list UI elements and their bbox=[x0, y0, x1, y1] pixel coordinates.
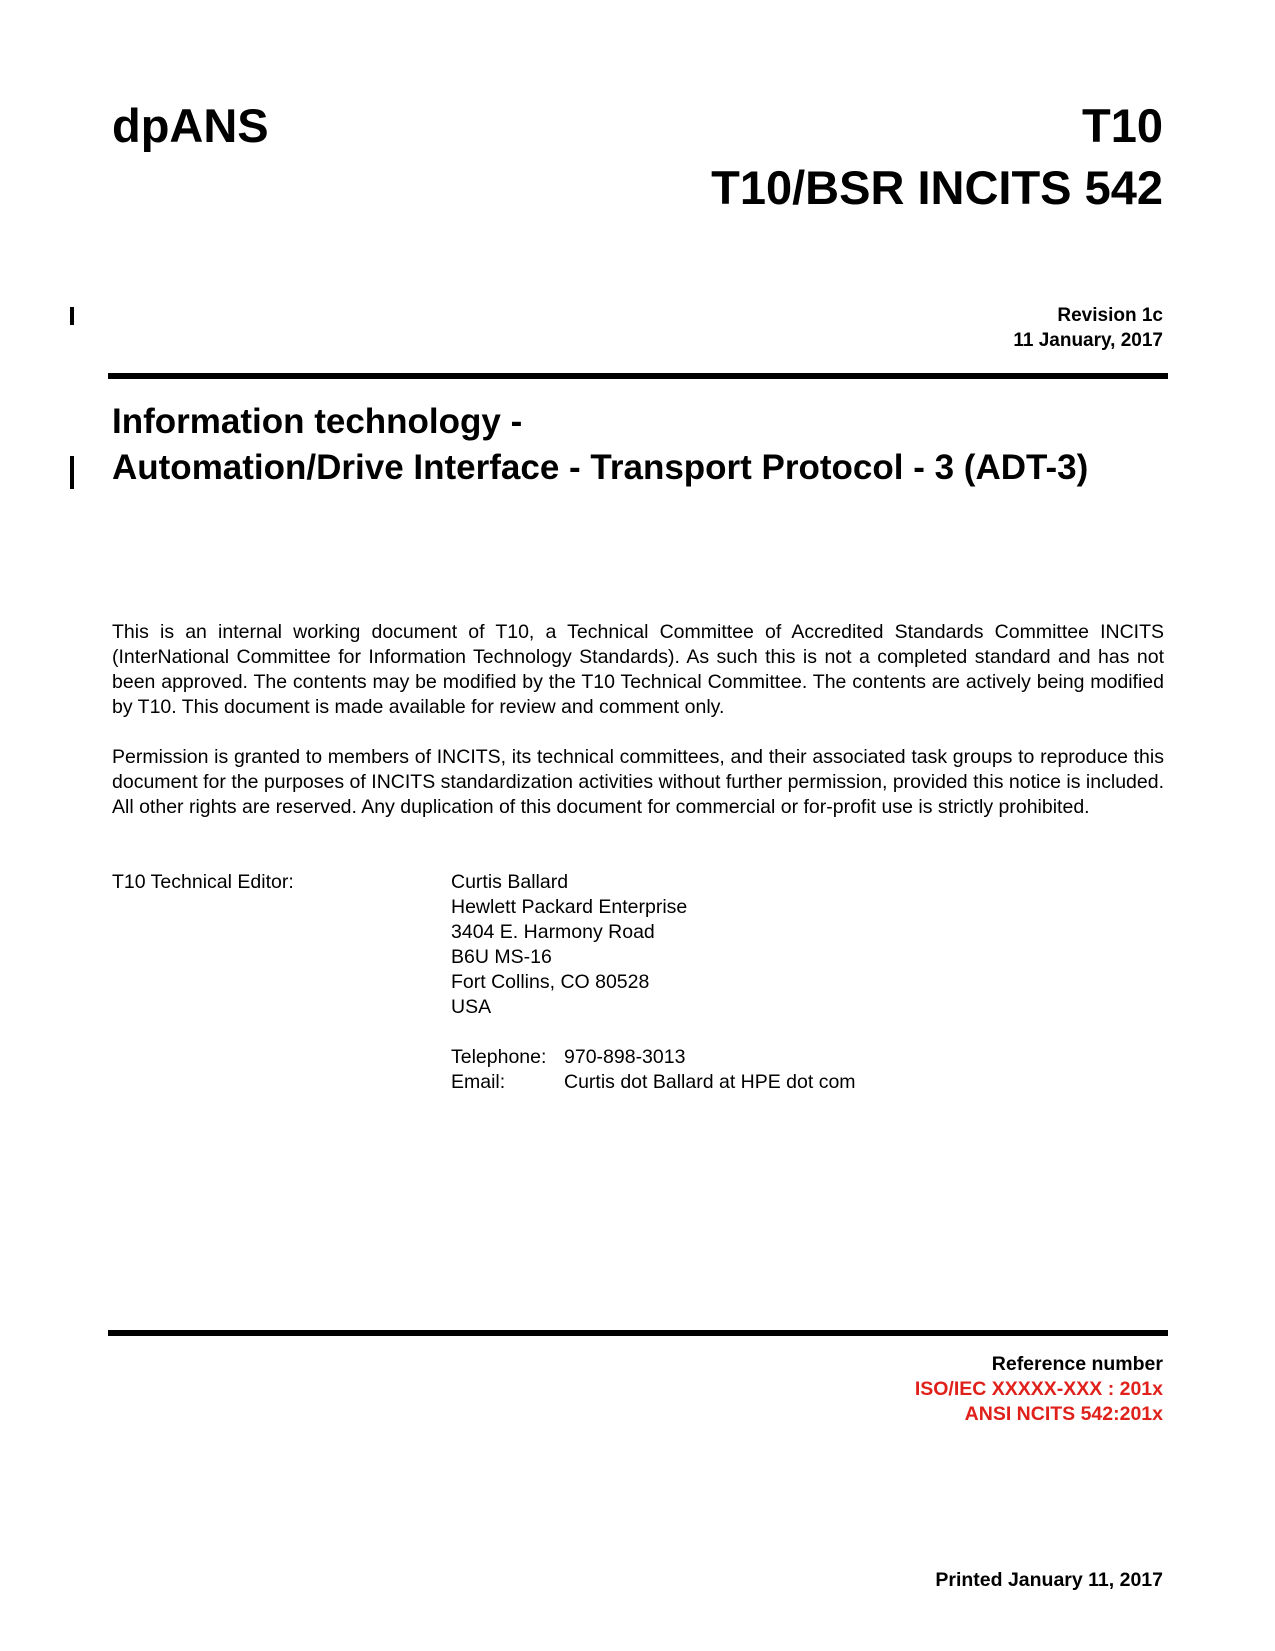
editor-name: Curtis Ballard bbox=[451, 871, 569, 893]
notice-paragraph: This is an internal working document of T10, a Technical Committee of Accredited Standards Committee INCITS (InterNational Committee for Information Technology Standards). As such this is not a completed standard and has not been approved. The contents may be modified by the T10 Technical Committee. The contents are actively being modified by T10. This document is made available for review and comment only. bbox=[112, 621, 1164, 718]
editor-city: Fort Collins, CO 80528 bbox=[451, 971, 650, 993]
reference-number-label: Reference number bbox=[991, 1353, 1163, 1375]
document-title-line-1: Information technology - bbox=[112, 402, 523, 441]
permission-paragraph: Permission is granted to members of INCITS, its technical committees, and their associated task groups to reproduce this document for the purposes of INCITS standardization activities without further permission, provided this notice is included. All other rights are reserved. Any duplication of this document for commercial or for-profit use is strictly prohibited. bbox=[112, 746, 1164, 818]
document-title-line-2: Automation/Drive Interface - Transport Protocol - 3 (ADT-3) bbox=[112, 448, 1089, 487]
revision-date: 11 January, 2017 bbox=[1013, 330, 1163, 351]
printed-date: Printed January 11, 2017 bbox=[935, 1569, 1163, 1591]
editor-company: Hewlett Packard Enterprise bbox=[451, 896, 688, 918]
project-designation: T10/BSR INCITS 542 bbox=[711, 161, 1163, 214]
iso-reference: ISO/IEC XXXXX-XXX : 201x bbox=[914, 1378, 1163, 1400]
telephone-label: Telephone: bbox=[451, 1046, 547, 1068]
email-row bbox=[451, 1070, 856, 1095]
editor-address bbox=[451, 870, 687, 1020]
editor-mailstop: B6U MS-16 bbox=[451, 946, 552, 968]
email-value: Curtis dot Ballard at HPE dot com bbox=[564, 1071, 856, 1093]
document-type: dpANS bbox=[112, 99, 269, 152]
editor-street: 3404 E. Harmony Road bbox=[451, 921, 655, 943]
bottom-divider bbox=[108, 1330, 1168, 1336]
email-label: Email: bbox=[451, 1071, 506, 1093]
editor-label: T10 Technical Editor: bbox=[112, 871, 294, 893]
ansi-reference: ANSI NCITS 542:201x bbox=[964, 1403, 1163, 1425]
top-divider bbox=[108, 373, 1168, 379]
telephone-value: 970-898-3013 bbox=[564, 1046, 686, 1068]
change-bar bbox=[70, 307, 74, 325]
committee-name: T10 bbox=[1082, 99, 1163, 152]
editor-country: USA bbox=[451, 996, 492, 1018]
telephone-row bbox=[451, 1045, 685, 1070]
change-bar bbox=[70, 456, 74, 489]
revision-label: Revision 1c bbox=[1057, 305, 1163, 326]
